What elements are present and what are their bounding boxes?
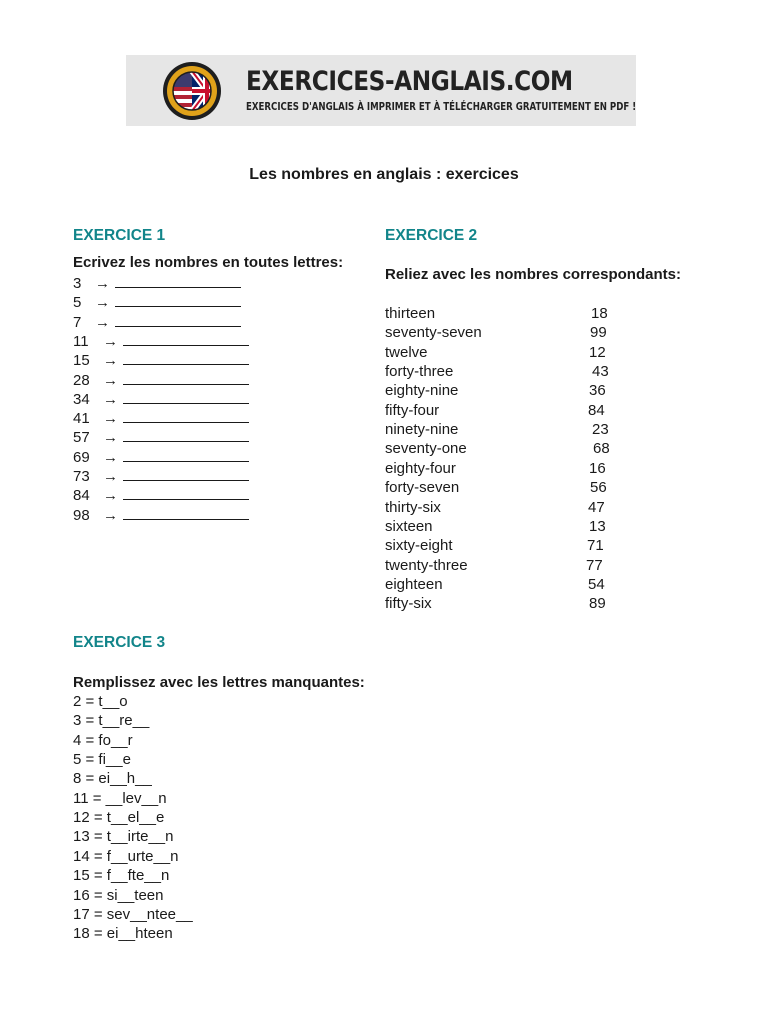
match-word: eighty-nine [385,382,459,400]
exercise-1-number: 84 [73,487,90,505]
site-tagline: EXERCICES D'ANGLAIS À IMPRIMER ET À TÉLÉCHARGER GRATUITEMENT EN PDF ! [246,101,637,113]
match-number: 54 [588,575,605,593]
missing-letters-item: 4 = fo__r [73,731,133,749]
exercise-1-number: 41 [73,410,90,428]
match-number: 43 [592,363,609,381]
missing-letters-item: 17 = sev__ntee__ [73,905,193,923]
exercise-3-title: EXERCICE 3 [73,634,166,651]
arrow-icon: → [103,448,118,466]
exercise-1-row [73,466,249,486]
exercise-1-row [73,292,241,312]
match-word: seventy-one [385,440,467,458]
match-word: seventy-seven [385,324,482,342]
match-number: 36 [589,382,606,400]
match-word: twenty-three [385,556,468,574]
answer-blank-line[interactable] [123,505,249,520]
arrow-icon: → [95,275,110,292]
match-number: 18 [591,305,608,322]
match-number: 99 [590,324,607,342]
exercise-1-row [73,389,249,409]
match-word: eighteen [385,575,443,593]
answer-blank-line[interactable] [123,466,249,481]
missing-letters-item: 11 = __lev__n [73,789,167,807]
exercise-1-number: 57 [73,429,90,447]
exercise-1-number: 73 [73,468,90,485]
match-number: 47 [588,498,605,516]
answer-blank-line[interactable] [123,485,249,500]
missing-letters-item: 18 = ei__hteen [73,925,173,943]
match-word: sixteen [385,517,433,535]
exercise-1-instruction: Ecrivez les nombres en toutes lettres: [73,254,344,271]
exercise-1-row [73,505,249,525]
match-number: 77 [586,556,603,574]
exercise-1-number: 34 [73,390,90,408]
answer-blank-line[interactable] [115,292,241,307]
arrow-icon: → [95,313,110,331]
missing-letters-item: 12 = t__el__e [73,809,165,827]
exercise-1-row [73,273,241,293]
missing-letters-item: 5 = fi__e [73,751,131,769]
missing-letters-item: 15 = f__fte__n [73,867,170,885]
match-word: twelve [385,343,428,361]
exercise-1-number: 11 [73,332,89,350]
arrow-icon: → [103,410,118,428]
match-word: fifty-four [385,401,440,419]
answer-blank-line[interactable] [123,331,249,346]
match-number: 56 [590,479,607,497]
exercise-1-row [73,370,249,390]
match-number: 12 [589,343,606,361]
match-number: 89 [589,595,606,613]
arrow-icon: → [103,390,118,408]
match-word: eighty-four [385,459,456,477]
exercise-1-number: 28 [73,371,90,389]
exercise-1-number: 5 [73,294,82,312]
answer-blank-line[interactable] [123,427,249,442]
missing-letters-item: 16 = si__teen [73,886,164,904]
site-banner [126,55,636,126]
answer-blank-line[interactable] [123,370,249,385]
match-number: 71 [587,537,604,555]
site-brand-name: EXERCICES-ANGLAIS.COM [246,66,573,97]
exercise-1-row [73,447,249,467]
exercise-1-number: 98 [73,506,90,524]
exercise-1-number: 15 [73,352,90,370]
exercise-1-row [73,485,249,505]
page-title: Les nombres en anglais : exercices [249,166,519,183]
missing-letters-item: 3 = t__re__ [73,712,150,730]
arrow-icon: → [95,294,110,312]
match-word: fifty-six [385,595,432,613]
exercise-2-title: EXERCICE 2 [385,227,478,244]
exercise-3-instruction: Remplissez avec les lettres manquantes: [73,674,365,691]
missing-letters-item: 14 = f__urte__n [73,847,179,865]
missing-letters-item: 8 = ei__h__ [73,770,152,788]
match-word: thirteen [385,305,436,322]
exercise-1-row [73,312,241,332]
exercise-2-instruction: Reliez avec les nombres correspondants: [385,266,681,283]
match-number: 23 [592,421,609,439]
arrow-icon: → [103,429,118,447]
missing-letters-item: 13 = t__irte__n [73,828,174,846]
exercise-1-number: 69 [73,448,90,466]
match-word: thirty-six [385,498,441,516]
answer-blank-line[interactable] [123,408,249,423]
arrow-icon: → [103,468,118,485]
exercise-1-number: 7 [73,313,82,331]
answer-blank-line[interactable] [123,447,249,462]
exercise-1-row [73,350,249,370]
flag-logo-icon [162,61,222,121]
answer-blank-line[interactable] [115,273,241,288]
arrow-icon: → [103,352,118,370]
exercise-1-number: 3 [73,275,82,292]
exercise-1-title: EXERCICE 1 [73,227,166,244]
missing-letters-item: 2 = t__o [73,693,128,710]
arrow-icon: → [103,332,118,350]
arrow-icon: → [103,506,118,524]
match-word: forty-three [385,363,454,381]
exercise-1-row [73,408,249,428]
match-word: sixty-eight [385,537,453,555]
arrow-icon: → [103,487,118,505]
match-number: 13 [589,517,606,535]
exercise-1-row [73,427,249,447]
answer-blank-line[interactable] [123,389,249,404]
match-number: 16 [589,459,606,477]
match-word: forty-seven [385,479,460,497]
match-word: ninety-nine [385,421,459,439]
exercise-1-row [73,331,249,351]
match-number: 68 [593,440,610,458]
answer-blank-line[interactable] [123,350,249,365]
answer-blank-line[interactable] [115,312,241,327]
match-number: 84 [588,401,605,419]
arrow-icon: → [103,371,118,389]
